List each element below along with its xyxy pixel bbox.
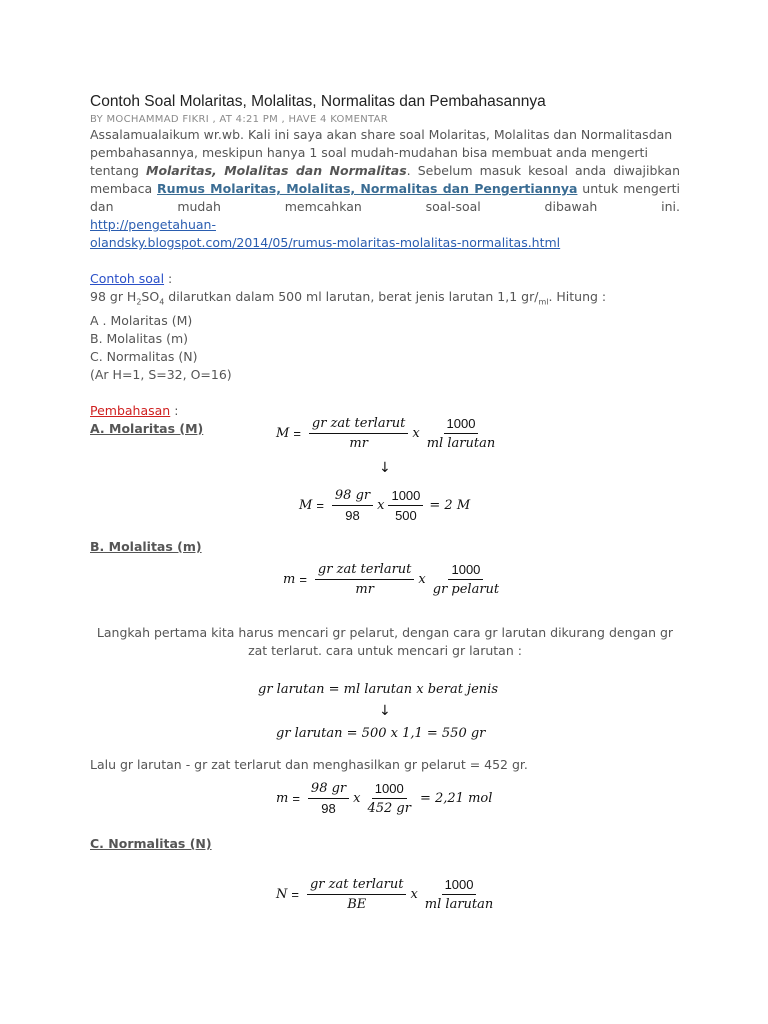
symbol: M — [276, 426, 290, 441]
fraction — [430, 562, 502, 597]
equals: = — [292, 791, 300, 806]
arrow-down-icon: ↓ — [379, 703, 391, 719]
intro-text: untuk mengerti — [577, 181, 680, 196]
q-sub: 4 — [159, 297, 165, 307]
larutan-formula — [258, 682, 498, 697]
contoh-soal-label: Contoh soal — [90, 271, 165, 286]
step-line: Langkah pertama kita harus mencari gr pelarut, dengan cara gr larutan dikurang dengan gr — [96, 625, 674, 640]
colon: : — [164, 271, 173, 286]
denominator: BE — [347, 897, 367, 912]
fraction — [309, 416, 408, 451]
page-title: Contoh Soal Molaritas, Molalitas, Normalitas dan Pembahasannya — [90, 93, 546, 110]
intro-line: pembahasannya, meskipun hanya 1 soal mudah-mudahan bisa membuat anda mengerti — [90, 145, 648, 160]
fraction — [388, 488, 423, 523]
q-text: SO — [141, 289, 160, 304]
fraction — [308, 781, 349, 816]
denominator: 98 — [321, 801, 336, 816]
denominator: 500 — [395, 508, 417, 523]
denominator: mr — [349, 436, 368, 451]
pembahasan-label: Pembahasan — [90, 402, 171, 418]
fraction — [424, 416, 498, 451]
equals: = — [299, 572, 307, 587]
numerator: 1000 — [388, 488, 423, 506]
formula-text: gr larutan = ml larutan x berat jenis — [258, 682, 498, 697]
numerator: 1000 — [442, 877, 477, 895]
numerator: gr zat terlarut — [309, 416, 408, 434]
q-sub: ml — [538, 297, 549, 307]
intro-text: membaca — [90, 181, 158, 196]
section-a-heading: A. Molaritas (M) — [90, 420, 204, 436]
normalitas-formula — [276, 877, 500, 912]
denominator: mr — [355, 582, 374, 597]
question-line — [90, 288, 680, 312]
numerator: 1000 — [444, 416, 479, 434]
equals: = — [291, 887, 299, 902]
q-text: . Hitung : — [548, 289, 607, 304]
times: x — [418, 572, 426, 587]
numerator: 1000 — [372, 781, 407, 799]
step-paragraph — [90, 624, 680, 660]
q-text: dilarutkan dalam 500 ml larutan, berat jenis larutan 1,1 gr/ — [164, 289, 539, 304]
section-c-heading: C. Normalitas (N) — [90, 836, 212, 851]
symbol: M — [299, 498, 313, 513]
molalitas-formula — [283, 562, 506, 597]
intro-text: tentang — [90, 163, 146, 178]
fraction — [422, 877, 496, 912]
molaritas-formula — [276, 416, 502, 451]
numerator: 1000 — [448, 562, 483, 580]
fraction — [332, 488, 373, 523]
intro-line — [90, 162, 680, 180]
step-line: zat terlarut. cara untuk mencari gr larutan : — [248, 643, 522, 658]
section-b-heading: B. Molalitas (m) — [90, 539, 202, 554]
article — [90, 92, 680, 438]
fraction — [315, 562, 414, 597]
rumus-link[interactable]: Rumus Molaritas, Molalitas, Normalitas dan Pengertiannya — [157, 181, 578, 196]
molaritas-calculation — [299, 488, 470, 523]
fraction — [364, 781, 413, 816]
question-item: (Ar H=1, S=32, O=16) — [90, 366, 232, 382]
result: = 2,21 mol — [419, 791, 493, 806]
url-link[interactable]: http://pengetahuan- — [90, 217, 216, 232]
larutan-calculation — [276, 726, 485, 741]
equals: = — [316, 498, 324, 513]
intro-text: . Sebelum masuk kesoal anda diwajibkan — [406, 163, 680, 178]
question-item: A . Molaritas (M) — [90, 312, 193, 328]
url-link-continued[interactable]: olandsky.blogspot.com/2014/05/rumus-molaritas-molalitas-normalitas.html — [90, 235, 561, 250]
times: x — [353, 791, 361, 806]
denominator: ml larutan — [424, 897, 494, 912]
intro-text: dan mudah memcahkan soal-soal dibawah ini. — [90, 199, 680, 214]
question-item: C. Normalitas (N) — [90, 348, 198, 364]
intro-emphasis: Molaritas, Molalitas dan Normalitas — [146, 163, 407, 178]
numerator: gr zat terlarut — [307, 877, 406, 895]
intro-line — [90, 234, 680, 252]
denominator: 452 gr — [367, 801, 411, 816]
times: x — [410, 887, 418, 902]
denominator: gr pelarut — [432, 582, 500, 597]
equals: = — [293, 426, 301, 441]
intro-line: Assalamualaikum wr.wb. Kali ini saya akan share soal Molaritas, Molalitas dan Normalitasdan — [90, 127, 673, 142]
molalitas-calculation — [276, 781, 492, 816]
formula-text: gr larutan = 500 x 1,1 = 550 gr — [276, 726, 486, 741]
symbol: m — [276, 791, 289, 806]
soal-heading — [90, 270, 680, 288]
byline: BY MOCHAMMAD FIKRI , AT 4:21 PM , HAVE 4 KOMENTAR — [90, 114, 389, 125]
step-line: Lalu gr larutan - gr zat terlarut dan menghasilkan gr pelarut = 452 gr. — [90, 757, 528, 772]
q-sub: 2 — [136, 297, 142, 307]
symbol: N — [276, 887, 288, 902]
colon: : — [170, 402, 179, 418]
intro-line — [90, 180, 680, 198]
denominator: ml larutan — [426, 436, 496, 451]
times: x — [377, 498, 385, 513]
denominator: 98 — [345, 508, 360, 523]
question-item: B. Molalitas (m) — [90, 330, 189, 346]
q-text: 98 gr H — [90, 289, 137, 304]
numerator: 98 gr — [308, 781, 349, 799]
symbol: m — [283, 572, 296, 587]
fraction — [307, 877, 406, 912]
arrow-down-icon: ↓ — [379, 460, 391, 476]
times: x — [412, 426, 420, 441]
intro-line — [90, 198, 680, 234]
intro-paragraph — [90, 126, 680, 252]
result: = 2 M — [429, 498, 471, 513]
numerator: gr zat terlarut — [315, 562, 414, 580]
numerator: 98 gr — [332, 488, 373, 506]
